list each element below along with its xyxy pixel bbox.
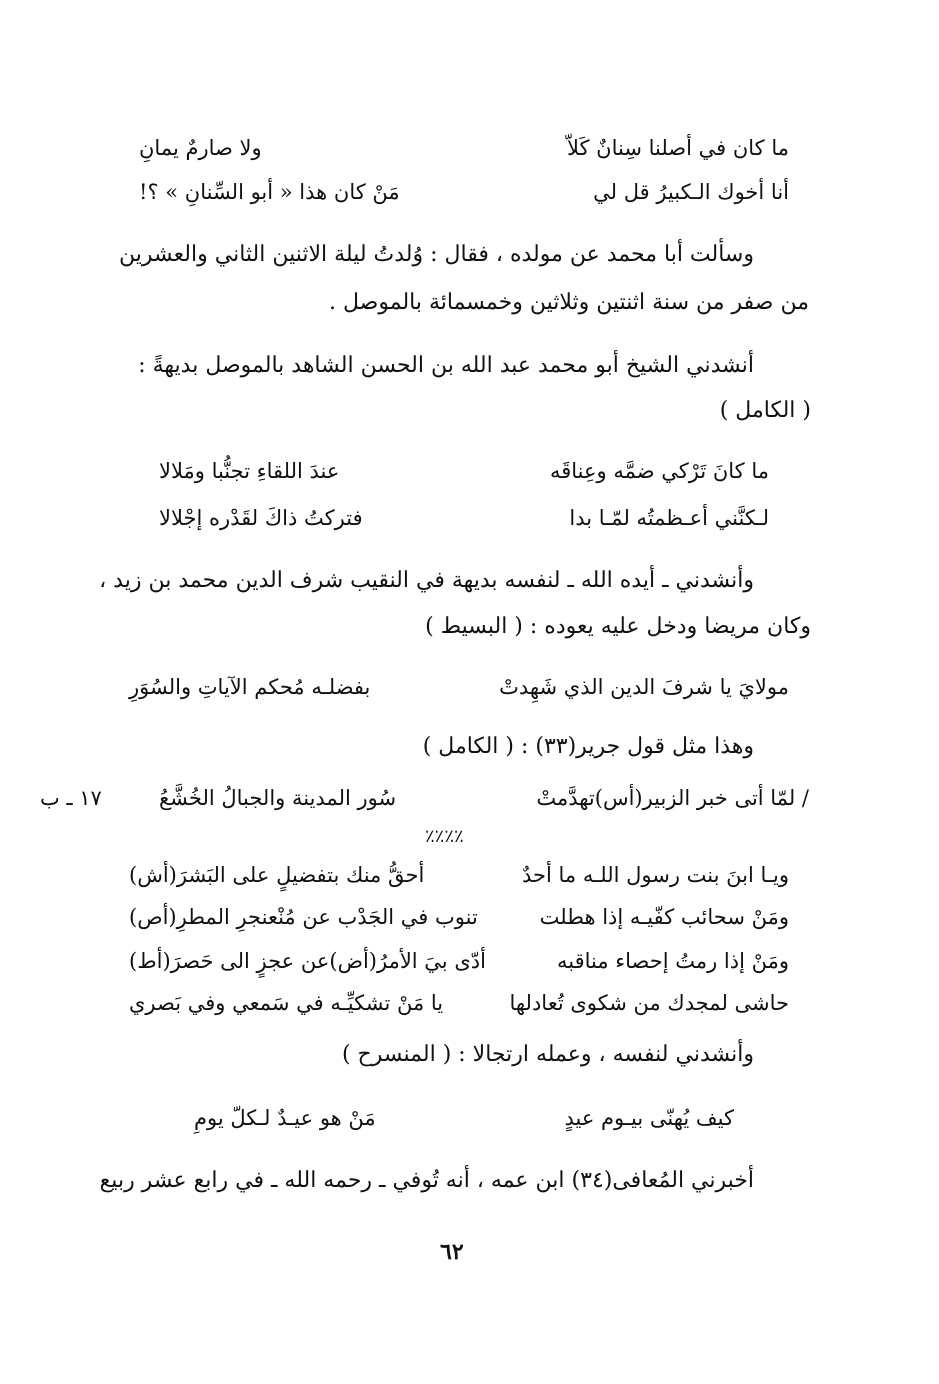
verse-hemistich-left: فتركتُ ذاكَ لقَدْره إجْلالا [159,506,363,530]
verse-line [159,783,809,813]
verse-hemistich-left: أحقُّ منك بتفضيلٍ على البَشرَ(أش) [129,863,425,887]
verse-line [159,503,769,533]
meter-label: ( الكامل ) [719,398,811,423]
verse-line [129,860,789,890]
margin-folio-reference: ١٧ ـ ب [40,786,102,810]
verse-hemistich-right: مولايَ يا شرفَ الدين الذي شَهِدتْ [499,675,789,699]
verse-hemistich-right: ومَنْ سحائب كفّيـه إذا هطلت [539,905,789,929]
verse-hemistich-left: مَنْ كان هذا « أبو السِّنانِ » ؟! [139,180,400,204]
verse-line [129,672,789,702]
verse-hemistich-right: حاشى لمجدك من شكوى تُعادلها [509,991,789,1015]
verse-hemistich-left: مَنْ هو عيـدٌ لـكلّ يومِ [194,1106,376,1130]
verse-hemistich-right: / لمّا أتى خبر الزبير(أس)تهدَّمتْ [536,786,809,810]
verse-hemistich-right: ما كان في أصلنا سِنانٌ كَلاّ [566,136,789,160]
verse-hemistich-left: تنوب في الجَدْب عن مُنْعنجرِ المطرِ(أص) [129,905,478,929]
verse-hemistich-right: ما كانَ تَرْكي ضمَّه وعِناقَه [549,459,769,483]
verse-line [139,177,789,207]
verse-hemistich-right: ويـا ابنَ بنت رسول اللـه ما أحدٌ [522,863,789,887]
verse-hemistich-right: أنا أخوك الـكبيرُ قل لي [593,180,789,204]
verse-hemistich-right: ومَنْ إذا رمتُ إحصاء مناقبه [556,949,789,973]
prose-line: وأنشدني لنفسه ، وعمله ارتجالا : ( المنسرح ) [341,1042,754,1067]
verse-line [129,988,789,1018]
verse-hemistich-left: ولا صارمٌ يمانِ [139,136,262,160]
verse-hemistich-right: لـكنَّني أعـظمتُه لمّـا بدا [569,506,769,530]
verse-line [129,946,789,976]
prose-line: وهذا مثل قول جرير(٣٣) : ( الكامل ) [422,734,754,759]
verse-line [139,133,789,163]
verse-hemistich-left: عندَ اللقاءِ تجنُّبا ومَلالا [159,459,340,483]
verse-hemistich-left: أدّى بيَ الأمرُ(أض)عن عجزٍ الى حَصرَ(أط) [129,949,486,973]
verse-hemistich-left: سُور المدينة والجبالُ الخُشَّعُ [159,786,397,810]
prose-line: أنشدني الشيخ أبو محمد عبد الله بن الحسن الشاهد بالموصل بديهةً : [138,353,754,378]
verse-line [129,902,789,932]
prose-line: أخبرني المُعافى(٣٤) ابن عمه ، أنه تُوفي ـ رحمه الله ـ في رابع عشر ربيع [99,1168,754,1193]
prose-line: وأنشدني ـ أيده الله ـ لنفسه بديهة في النقيب شرف الدين محمد بن زيد ، [99,568,754,593]
prose-line: وسألت أبا محمد عن مولده ، فقال : وُلدتُ ليلة الاثنين الثاني والعشرين [119,242,754,267]
verse-hemistich-right: كيف يُهنّى بيـوم عيدٍ [564,1106,734,1130]
percent-marks: ٪٪٪٪ [425,826,464,847]
verse-hemistich-left: بفضلـه مُحكم الآياتِ والسُوَرِ [129,675,371,699]
prose-line: وكان مريضا ودخل عليه يعوده : ( البسيط ) [425,614,811,639]
verse-hemistich-left: يا مَنْ تشكيِّـه في سَمعي وفي بَصري [129,991,444,1015]
prose-line: من صفر من سنة اثنتين وثلاثين وخمسمائة بالموصل . [329,290,809,315]
verse-line [194,1103,734,1133]
page-number: ٦٢ [440,1239,464,1265]
verse-line [159,456,769,486]
